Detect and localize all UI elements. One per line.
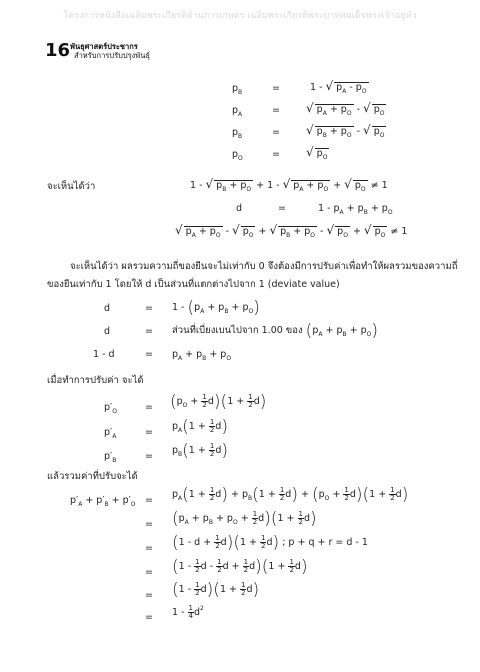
d-def2-equals: = xyxy=(145,326,153,337)
sum-eq6-equals: = xyxy=(145,612,153,623)
sum-eq4-rhs: (1 - $\frac{1}{2}$ d - $\frac{1}{2}$ d + $\frac{1}{2}$ d)(1 + $\frac{1}{2}$ d) xyxy=(172,557,308,577)
sum-eq1-equals: = xyxy=(145,495,153,506)
adj-po-rhs: ($p_O$ + $\frac{1}{2}$ d)(1 + $\frac{1}{2}$ d) xyxy=(170,392,267,412)
eq3-equals: = xyxy=(272,127,280,138)
eq2-rhs: √ $p_A + p_O$ - √ $p_O$ xyxy=(306,101,385,117)
book-title xyxy=(70,42,150,61)
sum-eq1-rhs: $p_A(1$ + $\frac{1}{2}$ $d) + p_B(1$ + $\frac{1}{2}$ $d) + (p_O$ + $\frac{1}{2}$ d)(1 + $\frac{1}{2}$ d) xyxy=(172,485,409,505)
adj-pb-equals: = xyxy=(145,451,153,462)
sum-eq2-equals: = xyxy=(145,519,153,530)
sum-eq5-rhs: (1 - $\frac{1}{2}$ d)(1 + $\frac{1}{2}$ d) xyxy=(172,580,260,600)
eq2-lhs: $p_A$ xyxy=(232,105,243,118)
adj-pa-lhs: $p'_A$ xyxy=(104,427,117,440)
book-title-line1: พันธุศาสตร์ประชากร xyxy=(70,42,138,51)
adj-pa-rhs: $p_A(1$ + $\frac{1}{2}$ d) xyxy=(172,417,228,437)
sum-eq2-rhs: ($p_A + p_B + p_O$ + $\frac{1}{2}$ d)(1 + $\frac{1}{2}$ d) xyxy=(172,509,317,529)
not-equal-one: ≠ 1 xyxy=(370,180,388,191)
paragraph-line1: จะเห็นได้ว่า ผลรวมความถี่ของยีนจะไม่เท่ากับ 0 จึงต้องมีการปรับค่าเพื่อทำให้ผลรวมของความถี่ xyxy=(70,261,458,272)
eq3-lhs: $p_B$ xyxy=(232,127,243,140)
deviation-text: ส่วนที่เบี่ยงเบนไปจาก 1.00 ของ xyxy=(172,325,303,336)
pqr-note: ; p + q + r = d - 1 xyxy=(282,537,368,548)
eq1-lhs: $p_B$ xyxy=(232,83,243,96)
d-def1-equals: = xyxy=(145,303,153,314)
d-def3-rhs: $p_A + p_B + p_O$ xyxy=(172,349,232,362)
eq5: 1 - √ $p_B + p_O + 1$ - √ $p_A + p_O$ + √ $p_O \ne 1$ xyxy=(190,177,388,193)
sum-eq3-equals: = xyxy=(145,543,153,554)
d-def3-lhs: 1 - d xyxy=(93,349,115,360)
final-rhs-prefix: 1 - xyxy=(172,607,185,618)
eq4-equals: = xyxy=(272,149,280,160)
d-def2-lhs: d xyxy=(104,326,111,337)
sum-adjusted-label: แล้วรวมค่าที่ปรับจะได้ xyxy=(47,471,138,482)
see-that-label: จะเห็นได้ว่า xyxy=(47,181,96,192)
page-number: 16 xyxy=(45,40,71,61)
eq4-rhs: √ $p_O$ xyxy=(306,145,328,161)
d-def1-rhs: $1 - (p_A + p_B + p_O)$ xyxy=(172,298,260,318)
sum-eq6-rhs: 1 - $\frac{1}{4}$ $d^2$ xyxy=(172,604,204,620)
sum-eq4-equals: = xyxy=(145,567,153,578)
d-def3-equals: = xyxy=(145,349,153,360)
sum-lhs: $p'_A + p'_B + p'_O$ xyxy=(70,495,136,508)
running-header: โครงการหนังสือเฉลิมพระเกียรติด้านการเกษตร เฉลิมพระเกียรติพระบาทสมเด็จพระเจ้าอยู่หัว xyxy=(63,11,417,21)
eq2-equals: = xyxy=(272,105,280,116)
eq6-lhs: d xyxy=(236,203,243,214)
d-def2-rhs: ส่วนที่เบี่ยงเบนไปจาก 1.00 ของ $(p_A + p_B + p_O)$ xyxy=(172,321,379,341)
adj-pb-rhs: $p_B(1$ + $\frac{1}{2}$ d) xyxy=(172,441,228,461)
paragraph-line2: ของยีนเท่ากับ 1 โดยให้ d เป็นส่วนที่แตกต่างไปจาก 1 (deviate value) xyxy=(47,279,340,290)
book-title-line2: สำหรับการปรับปรุงพันธุ์ xyxy=(74,51,150,61)
eq6-rhs: $1 - p_A + p_B + p_O$ xyxy=(318,203,393,216)
adj-po-equals: = xyxy=(145,402,153,413)
adj-pb-lhs: $p'_B$ xyxy=(104,451,117,464)
sum-eq5-equals: = xyxy=(145,590,153,601)
when-adjusted-label: เมื่อทำการปรับค่า จะได้ xyxy=(47,375,144,386)
eq4-lhs: $p_O$ xyxy=(232,149,243,162)
d-def1-lhs: d xyxy=(104,303,111,314)
eq6-rhs-prefix: 1 - p xyxy=(318,203,340,214)
eq1-rhs: 1 - √ $p_A - p_O$ xyxy=(310,79,367,95)
eq1-equals: = xyxy=(272,83,280,94)
eq7: √ $p_A + p_O$ - √ $p_O$ + √ $p_B + p_O$ - √ $p_O$ + √ $p_O \ne 1$ xyxy=(175,223,408,239)
eq3-rhs: √ $p_B + p_O$ - √ $p_O$ xyxy=(306,123,385,139)
adj-pa-equals: = xyxy=(145,427,153,438)
adj-po-lhs: $p'_O$ xyxy=(104,402,117,415)
sum-eq3-rhs: (1 - d + $\frac{1}{2}$ d)(1 + $\frac{1}{2}$ d) ; p + q + r = d - 1 xyxy=(172,533,368,553)
eq6-equals: = xyxy=(278,203,286,214)
